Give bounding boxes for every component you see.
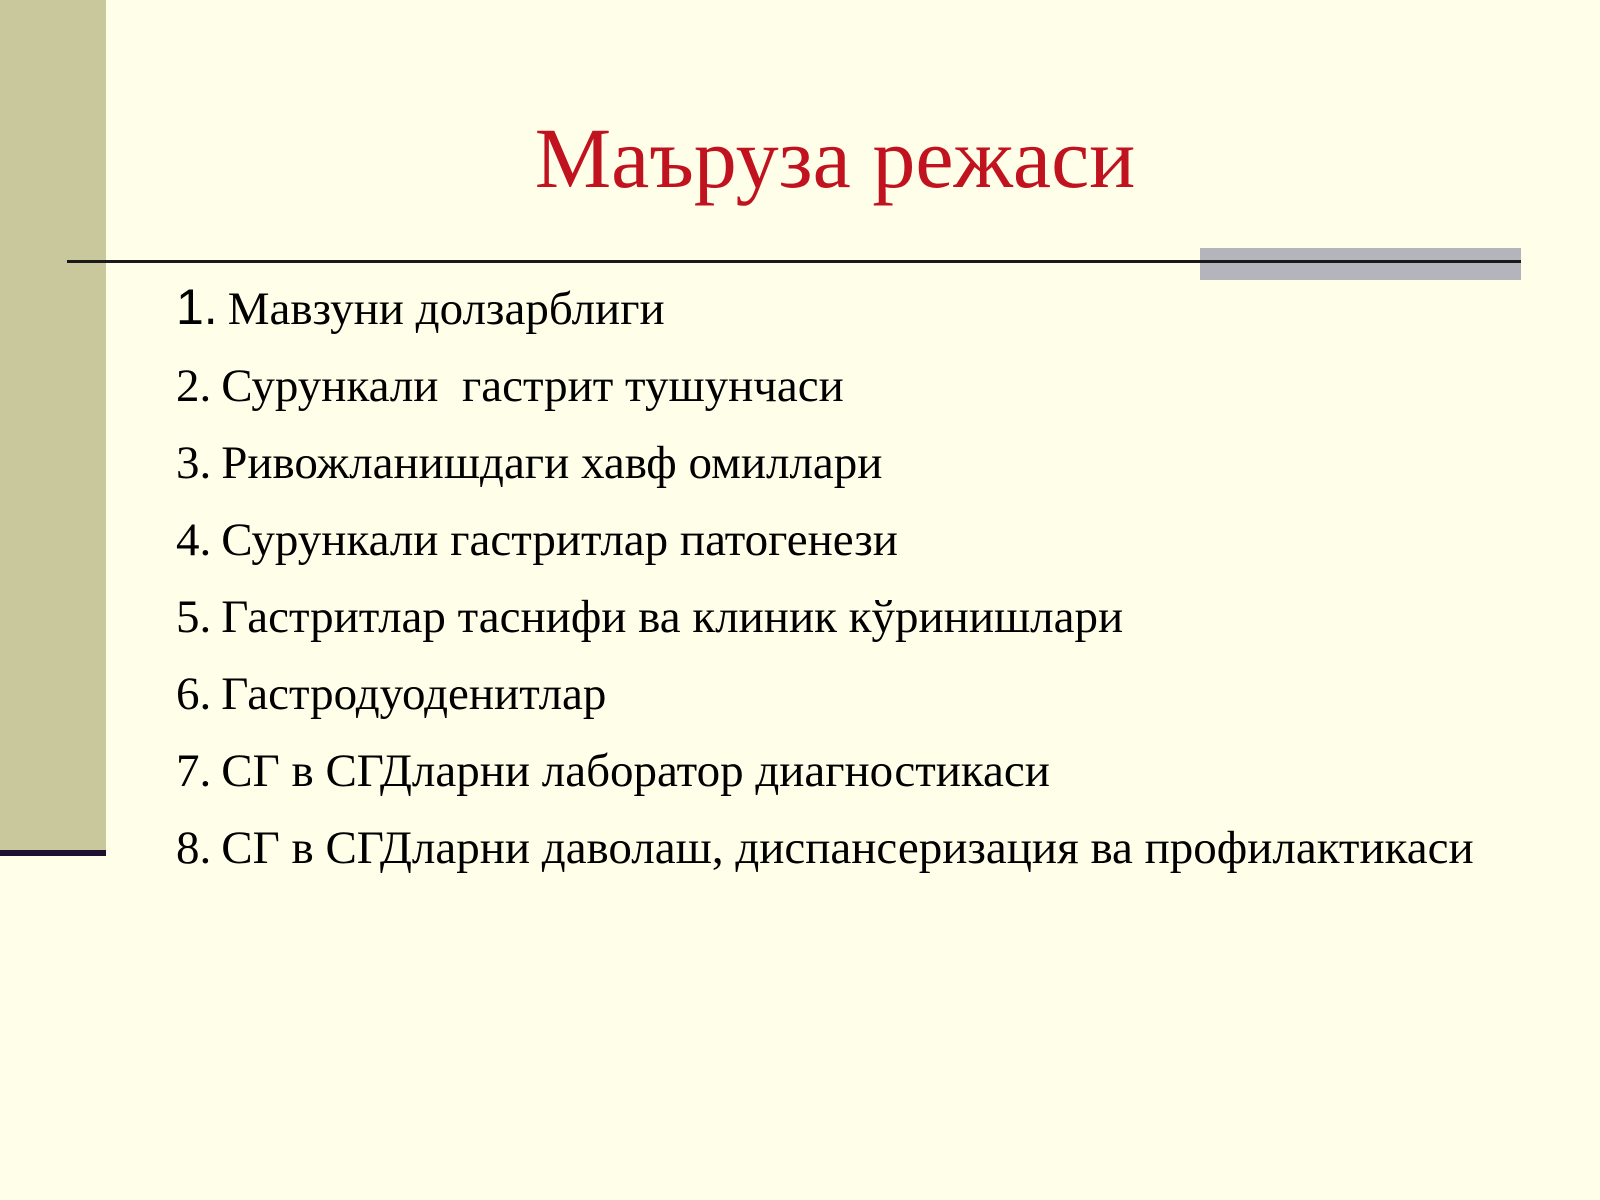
agenda-item-text: Сурункали гастрит тушунчаси — [221, 360, 844, 412]
agenda-item-text: Сурункали гастритлар патогенези — [221, 514, 898, 566]
agenda-list — [176, 268, 1516, 886]
agenda-item-number: 1. — [176, 279, 218, 335]
agenda-item-number: 7. — [176, 745, 212, 797]
agenda-item-text: Ривожланишдаги хавф омиллари — [221, 437, 883, 489]
agenda-item-number: 8. — [176, 822, 212, 874]
agenda-item — [176, 655, 1516, 732]
agenda-item — [176, 578, 1516, 655]
agenda-item-text: СГ в СГДларни лаборатор диагностикаси — [221, 745, 1050, 797]
agenda-item-number: 2. — [176, 360, 212, 412]
agenda-item-number: 5. — [176, 591, 212, 643]
agenda-item-text: СГ в СГДларни даволаш, диспансеризация ва профилактикаси — [221, 822, 1474, 874]
agenda-item — [176, 347, 1516, 424]
slide-title: Маъруза режаси — [534, 110, 1136, 206]
title-rule — [67, 260, 1521, 263]
agenda-item — [176, 501, 1516, 578]
agenda-item-number: 3. — [176, 437, 212, 489]
agenda-item-text: Гастродуоденитлар — [221, 668, 607, 720]
left-band-underline — [0, 850, 106, 856]
agenda-item-number: 6. — [176, 668, 212, 720]
agenda-item — [176, 268, 1516, 347]
agenda-item — [176, 809, 1516, 886]
agenda-item — [176, 732, 1516, 809]
agenda-item-text: Мавзуни долзарблиги — [227, 283, 665, 335]
agenda-item — [176, 424, 1516, 501]
agenda-item-number: 4. — [176, 514, 212, 566]
agenda-item-text: Гастритлар таснифи ва клиник кўринишлари — [221, 591, 1124, 643]
